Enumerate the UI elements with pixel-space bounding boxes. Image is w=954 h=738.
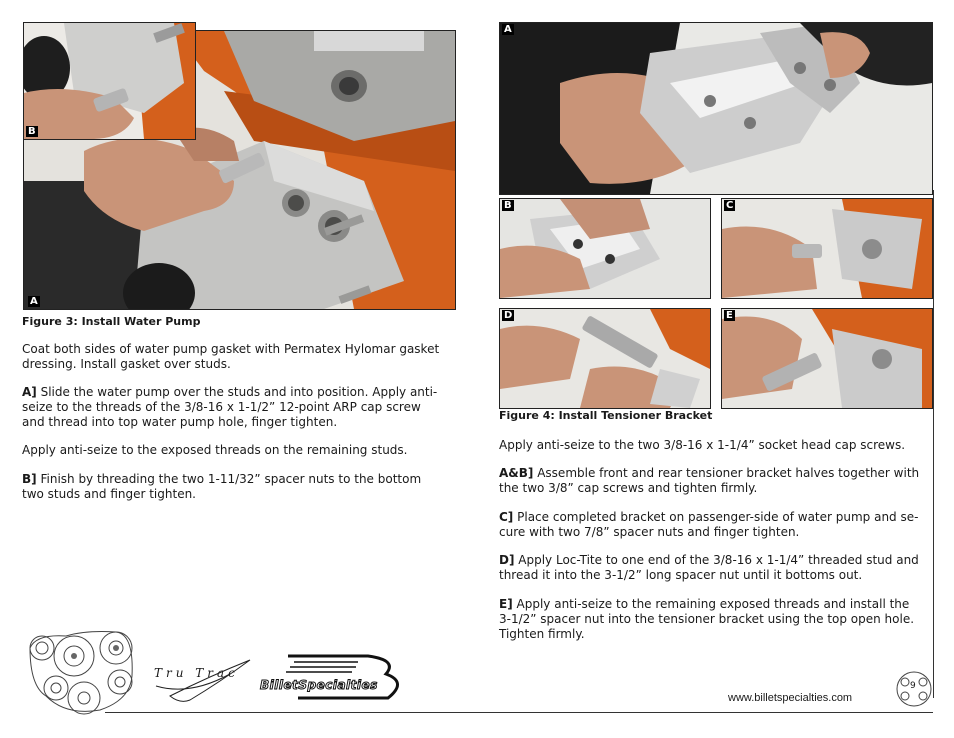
right-border-line xyxy=(933,190,934,698)
photo-tag-d: D xyxy=(504,310,513,321)
left-step-a-paragraph xyxy=(22,385,447,430)
spacer-nut-illustration xyxy=(24,23,195,139)
left-step-b-paragraph xyxy=(22,472,437,502)
page-number-badge xyxy=(895,670,933,708)
figure-4-caption: Figure 4: Install Tensioner Bracket xyxy=(499,409,713,422)
billet-specialties-logo-text: BilletSpecialties xyxy=(260,678,378,692)
step-d-label: D] xyxy=(499,553,515,567)
tensioner-photo-b xyxy=(499,198,711,299)
photo-tag-b: B xyxy=(28,126,36,137)
step-e-text: Apply anti-seize to the remaining exposed threads and install the 3-1/2” spacer nut into the tensioner bracket using the top open hole. Tighten firmly. xyxy=(499,597,915,641)
photo-tag-c: C xyxy=(726,200,734,211)
page-number: 9 xyxy=(910,681,916,691)
website-url[interactable]: www.billetspecialties.com xyxy=(728,692,853,704)
left-note-paragraph: Apply anti-seize to the exposed threads on the remaining studs. xyxy=(22,443,408,457)
photo-tag-a: A xyxy=(30,296,38,307)
right-step-c-paragraph xyxy=(499,510,924,540)
right-step-d-paragraph xyxy=(499,553,924,583)
spacer-install-illustration xyxy=(722,309,932,408)
pulley-system-logo xyxy=(26,626,138,718)
tensioner-photo-c xyxy=(721,198,933,299)
tensioner-photo-a xyxy=(499,22,933,195)
photo-tag-a: A xyxy=(504,24,512,35)
step-e-label: E] xyxy=(499,597,513,611)
right-intro-paragraph: Apply anti-seize to the two 3/8-16 x 1-1/4” socket head cap screws. xyxy=(499,438,906,452)
step-a-label: A] xyxy=(22,385,37,399)
photo-tag-e: E xyxy=(726,310,733,321)
footer-rule xyxy=(105,712,933,713)
right-step-e-paragraph xyxy=(499,597,924,642)
serpentine-drive-icon xyxy=(26,626,138,718)
tensioner-photo-d xyxy=(499,308,711,409)
threaded-stud-illustration xyxy=(500,309,710,408)
water-pump-photo-inset xyxy=(23,22,196,140)
bracket-assembly-illustration xyxy=(500,23,932,194)
step-c-text: Place completed bracket on passenger-side of water pump and se-cure with two 7/8” spacer nuts and finger tighten. xyxy=(499,510,919,539)
left-intro-paragraph: Coat both sides of water pump gasket with Permatex Hylomar gasket dressing. Install gasket over studs. xyxy=(22,342,440,371)
tensioner-photo-e xyxy=(721,308,933,409)
step-a-text: Slide the water pump over the studs and into position. Apply anti-seize to the threads of the 3/8-16 x 1-1/2” 12-point ARP cap screw and thread into top water pump hole, finger tighten. xyxy=(22,385,438,429)
trutrac-logo-text: Tru Trac xyxy=(154,666,239,680)
spacer-nuts-illustration xyxy=(722,199,932,298)
step-ab-text: Assemble front and rear tensioner bracket halves together with the two 3/8” cap screws and tighten firmly. xyxy=(499,466,920,495)
step-b-label: B] xyxy=(22,472,37,486)
step-d-text: Apply Loc-Tite to one end of the 3/8-16 x 1-1/4” threaded stud and thread it into the 3-1/2” long spacer nut until it bottoms out. xyxy=(499,553,919,582)
bracket-halves-illustration xyxy=(500,199,710,298)
step-b-text: Finish by threading the two 1-11/32” spacer nuts to the bottom two studs and finger tighten. xyxy=(22,472,422,501)
trutrac-logo xyxy=(150,656,260,708)
step-ab-label: A&B] xyxy=(499,466,534,480)
figure-3-caption: Figure 3: Install Water Pump xyxy=(22,315,201,328)
trutrac-swoosh-icon xyxy=(150,656,260,708)
billet-specialties-logo xyxy=(258,652,418,704)
step-c-label: C] xyxy=(499,510,514,524)
right-step-ab-paragraph xyxy=(499,466,924,496)
photo-tag-b: B xyxy=(504,200,512,211)
